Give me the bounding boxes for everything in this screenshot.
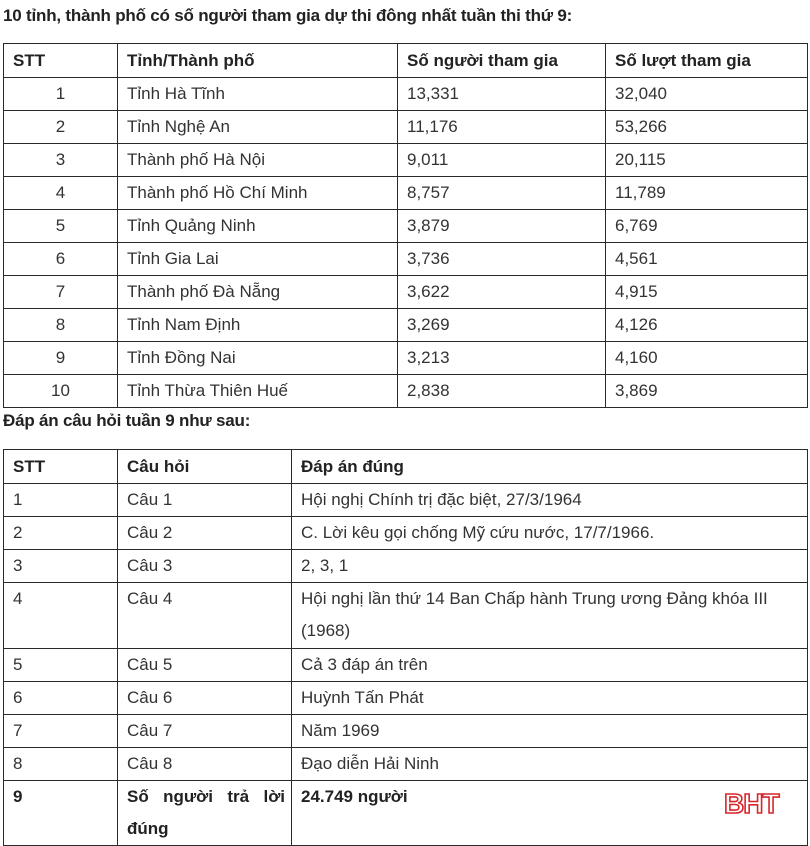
cell-stt: 9 bbox=[4, 342, 118, 375]
cell-province: Tỉnh Gia Lai bbox=[118, 243, 398, 276]
cell-answer: C. Lời kêu gọi chống Mỹ cứu nước, 17/7/1966. bbox=[292, 517, 808, 550]
column-header-attempts: Số lượt tham gia bbox=[606, 44, 808, 78]
cell-attempts: 20,115 bbox=[606, 144, 808, 177]
table-row bbox=[4, 177, 808, 210]
table-row bbox=[4, 111, 808, 144]
cell-stt: 7 bbox=[4, 276, 118, 309]
cell-question: Câu 6 bbox=[118, 682, 292, 715]
cell-stt: 4 bbox=[4, 583, 118, 649]
cell-stt: 4 bbox=[4, 177, 118, 210]
cell-stt: 7 bbox=[4, 715, 118, 748]
cell-province: Thành phố Hà Nội bbox=[118, 144, 398, 177]
cell-participants: 8,757 bbox=[398, 177, 606, 210]
table-row bbox=[4, 550, 808, 583]
cell-province: Tỉnh Nghệ An bbox=[118, 111, 398, 144]
cell-attempts: 32,040 bbox=[606, 78, 808, 111]
table-row bbox=[4, 682, 808, 715]
table-header-row bbox=[4, 44, 808, 78]
cell-stt: 2 bbox=[4, 517, 118, 550]
cell-stt: 8 bbox=[4, 748, 118, 781]
cell-attempts: 4,126 bbox=[606, 309, 808, 342]
table-row bbox=[4, 748, 808, 781]
cell-total-label: Số người trả lời đúng bbox=[118, 781, 292, 846]
table-row bbox=[4, 243, 808, 276]
column-header-province: Tỉnh/Thành phố bbox=[118, 44, 398, 78]
cell-participants: 3,736 bbox=[398, 243, 606, 276]
cell-province: Thành phố Đà Nẵng bbox=[118, 276, 398, 309]
cell-participants: 3,879 bbox=[398, 210, 606, 243]
cell-stt: 3 bbox=[4, 144, 118, 177]
table-row bbox=[4, 276, 808, 309]
cell-stt: 1 bbox=[4, 78, 118, 111]
cell-participants: 9,011 bbox=[398, 144, 606, 177]
column-header-stt: STT bbox=[4, 450, 118, 484]
cell-answer: Hội nghị lần thứ 14 Ban Chấp hành Trung ương Đảng khóa III (1968) bbox=[292, 583, 808, 649]
cell-province: Tỉnh Hà Tĩnh bbox=[118, 78, 398, 111]
column-header-answer: Đáp án đúng bbox=[292, 450, 808, 484]
cell-participants: 3,213 bbox=[398, 342, 606, 375]
cell-answer: Huỳnh Tấn Phát bbox=[292, 682, 808, 715]
table-row bbox=[4, 583, 808, 649]
cell-stt: 8 bbox=[4, 309, 118, 342]
column-header-question: Câu hỏi bbox=[118, 450, 292, 484]
cell-question: Câu 4 bbox=[118, 583, 292, 649]
cell-question: Câu 3 bbox=[118, 550, 292, 583]
cell-stt: 9 bbox=[4, 781, 118, 846]
cell-stt: 3 bbox=[4, 550, 118, 583]
column-header-participants: Số người tham gia bbox=[398, 44, 606, 78]
table-row bbox=[4, 649, 808, 682]
cell-answer: 2, 3, 1 bbox=[292, 550, 808, 583]
cell-participants: 3,622 bbox=[398, 276, 606, 309]
table-row bbox=[4, 210, 808, 243]
heading-answers: Đáp án câu hỏi tuần 9 như sau: bbox=[3, 411, 251, 430]
cell-participants: 3,269 bbox=[398, 309, 606, 342]
cell-participants: 2,838 bbox=[398, 375, 606, 408]
cell-attempts: 4,160 bbox=[606, 342, 808, 375]
cell-attempts: 53,266 bbox=[606, 111, 808, 144]
cell-stt: 5 bbox=[4, 210, 118, 243]
table-row bbox=[4, 78, 808, 111]
table-row-total bbox=[4, 781, 808, 846]
table-row bbox=[4, 484, 808, 517]
cell-answer: Cả 3 đáp án trên bbox=[292, 649, 808, 682]
cell-stt: 2 bbox=[4, 111, 118, 144]
table-row bbox=[4, 309, 808, 342]
table-row bbox=[4, 375, 808, 408]
table-row bbox=[4, 342, 808, 375]
cell-total-value: 24.749 người bbox=[292, 781, 808, 846]
table-header-row bbox=[4, 450, 808, 484]
cell-stt: 6 bbox=[4, 243, 118, 276]
cell-question: Câu 5 bbox=[118, 649, 292, 682]
cell-attempts: 4,561 bbox=[606, 243, 808, 276]
cell-answer: Đạo diễn Hải Ninh bbox=[292, 748, 808, 781]
cell-attempts: 11,789 bbox=[606, 177, 808, 210]
cell-stt: 10 bbox=[4, 375, 118, 408]
cell-stt: 5 bbox=[4, 649, 118, 682]
heading-top-provinces: 10 tỉnh, thành phố có số người tham gia dự thi đông nhất tuần thi thứ 9: bbox=[3, 6, 573, 25]
cell-stt: 6 bbox=[4, 682, 118, 715]
cell-province: Thành phố Hồ Chí Minh bbox=[118, 177, 398, 210]
cell-province: Tỉnh Đồng Nai bbox=[118, 342, 398, 375]
cell-attempts: 6,769 bbox=[606, 210, 808, 243]
cell-answer: Hội nghị Chính trị đặc biệt, 27/3/1964 bbox=[292, 484, 808, 517]
table-row bbox=[4, 517, 808, 550]
cell-stt: 1 bbox=[4, 484, 118, 517]
top-provinces-table bbox=[3, 43, 808, 408]
cell-question: Câu 8 bbox=[118, 748, 292, 781]
cell-question: Câu 1 bbox=[118, 484, 292, 517]
cell-province: Tỉnh Thừa Thiên Huế bbox=[118, 375, 398, 408]
cell-participants: 13,331 bbox=[398, 78, 606, 111]
cell-participants: 11,176 bbox=[398, 111, 606, 144]
cell-answer: Năm 1969 bbox=[292, 715, 808, 748]
column-header-stt: STT bbox=[4, 44, 118, 78]
answers-table bbox=[3, 449, 808, 846]
table-row bbox=[4, 144, 808, 177]
cell-attempts: 3,869 bbox=[606, 375, 808, 408]
cell-question: Câu 7 bbox=[118, 715, 292, 748]
cell-attempts: 4,915 bbox=[606, 276, 808, 309]
cell-question: Câu 2 bbox=[118, 517, 292, 550]
cell-province: Tỉnh Quảng Ninh bbox=[118, 210, 398, 243]
bht-logo-watermark: BHT bbox=[724, 788, 779, 819]
table-row bbox=[4, 715, 808, 748]
cell-province: Tỉnh Nam Định bbox=[118, 309, 398, 342]
